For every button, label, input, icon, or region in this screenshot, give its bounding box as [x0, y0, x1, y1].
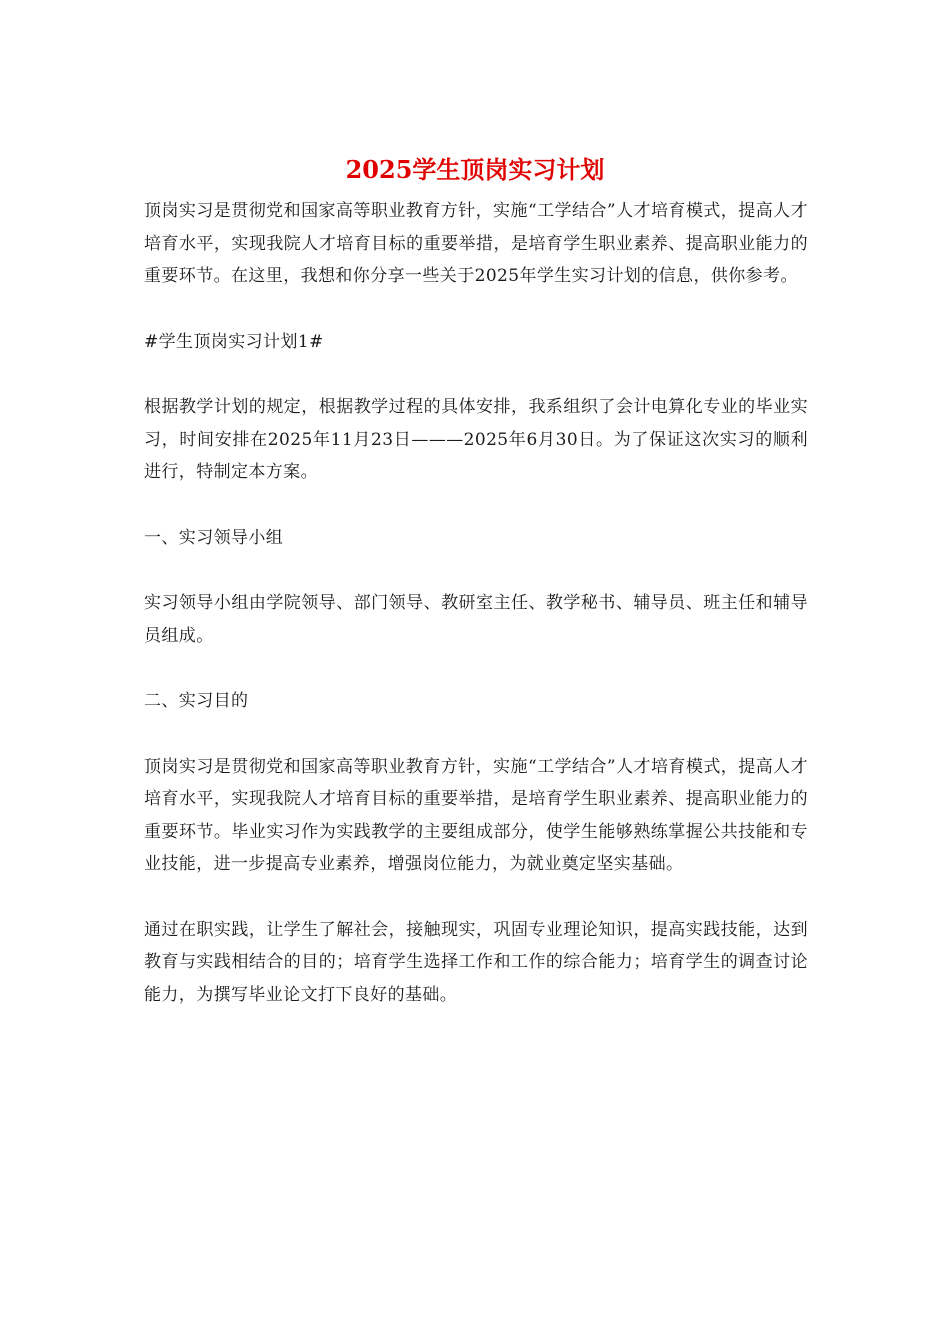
intro-paragraph: 顶岗实习是贯彻党和国家高等职业教育方针，实施“工学结合”人才培育模式，提高人才培育水平，实现我院人才培育目标的重要举措，是培育学生职业素养、提高职业能力的重要环节。在这里，我想和你分享一些关于2025年学生实习计划的信息，供你参考。	[144, 201, 808, 286]
schedule-paragraph: 根据教学计划的规定，根据教学过程的具体安排，我系组织了会计电算化专业的毕业实习，时间安排在2025年11月23日———2025年6月30日。为了保证这次实习的顺利进行，特制定本方案。	[144, 397, 808, 482]
section-heading-leadership: 一、实习领导小组	[144, 527, 284, 548]
paragraph-spacer	[144, 718, 808, 751]
plan-heading: #学生顶岗实习计划1#	[144, 331, 324, 352]
purpose-paragraph: 顶岗实习是贯彻党和国家高等职业教育方针，实施“工学结合”人才培育模式，提高人才培育水平，实现我院人才培育目标的重要举措，是培育学生职业素养、提高职业能力的重要环节。毕业实习作为实践教学的主要组成部分，使学生能够熟练掌握公共技能和专业技能，进一步提高专业素养，增强岗位能力，为就业奠定坚实基础。	[144, 756, 808, 874]
practice-paragraph: 通过在职实践，让学生了解社会，接触现实，巩固专业理论知识，提高实践技能，达到教育与实践相结合的目的；培育学生选择工作和工作的综合能力；培育学生的调查讨论能力，为撰写毕业论文打下良好的基础。	[144, 919, 808, 1005]
document-title: 2025学生顶岗实习计划	[345, 155, 605, 184]
paragraph-spacer	[144, 554, 808, 587]
section-heading-purpose: 二、实习目的	[144, 691, 249, 711]
paragraph-spacer	[144, 489, 808, 522]
paragraph-spacer	[144, 881, 808, 914]
document-body	[144, 195, 808, 1011]
paragraph-spacer	[144, 652, 808, 685]
paragraph-spacer	[144, 358, 808, 391]
leadership-paragraph: 实习领导小组由学院领导、部门领导、教研室主任、教学秘书、辅导员、班主任和辅导员组成。	[144, 593, 808, 646]
paragraph-spacer	[144, 293, 808, 326]
